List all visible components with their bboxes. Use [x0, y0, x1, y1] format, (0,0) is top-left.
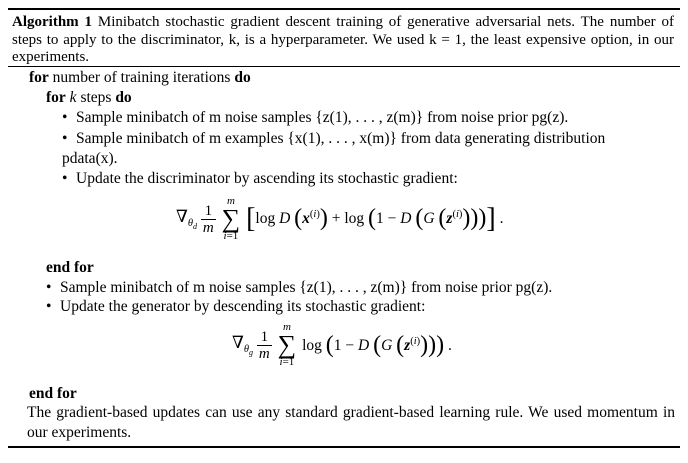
bottom-rule: [8, 446, 680, 448]
top-rule: [8, 8, 680, 10]
end-for-outer: end for: [29, 385, 77, 402]
d-bullet-1: • Sample minibatch of m noise samples {z(1), . . . , z(m)} from noise prior pg(z).: [62, 109, 569, 126]
generator-gradient-formula: $\nabla_{\theta_g}$ $\frac{1}{m}$ m ∑ i=1 log (1 − D (G $(z^{(i)})$)) .: [232, 321, 452, 368]
outer-for-line: [29, 68, 251, 88]
discriminator-gradient-formula: $\nabla_{\theta_d}$ $\frac{1}{m}$ m ∑ i=1 [log D $(x^{(i)}) + \log (1 - D$ (G $(z^{(i)})$))] .: [176, 195, 504, 242]
algorithm-caption: [12, 14, 674, 67]
g-bullet-1: • Sample minibatch of m noise samples {z(1), . . . , z(m)} from noise prior pg(z).: [46, 279, 553, 296]
d-bullet-3: • Update the discriminator by ascending its stochastic gradient:: [62, 170, 458, 187]
inner-for-text: steps: [80, 89, 112, 106]
do-keyword: do: [115, 89, 132, 106]
do-keyword: do: [234, 69, 251, 86]
d-bullet-2-continuation: pdata(x).: [62, 150, 118, 167]
d-bullet-3-text: Update the discriminator by ascending its stochastic gradient:: [76, 170, 458, 187]
outer-for-text: number of training iterations: [52, 69, 231, 86]
caption-rule: [8, 66, 680, 67]
caption-text: Minibatch stochastic gradient descent training of generative adversarial nets. The number of steps to apply to the discriminator, k, is a hyperparameter. We used k = 1, the least expensive option, in our experiments.: [12, 14, 674, 65]
d-bullet-1-text: Sample minibatch of m noise samples {z(1), . . . , z(m)} from noise prior pg(z).: [76, 109, 569, 126]
inner-for-line: [46, 88, 132, 108]
algorithm-label: Algorithm 1: [12, 14, 93, 30]
for-keyword: for: [46, 89, 66, 106]
d-bullet-2-text: Sample minibatch of m examples {x(1), . . . , x(m)} from data generating distribution: [76, 130, 606, 147]
d-bullet-2-cont: [62, 149, 118, 169]
end-for-inner: end for: [46, 259, 94, 276]
g-bullet-2: • Update the generator by descending its stochastic gradient:: [46, 298, 426, 315]
for-keyword: for: [29, 69, 49, 86]
g-bullet-1-text: Sample minibatch of m noise samples {z(1), . . . , z(m)} from noise prior pg(z).: [60, 279, 553, 296]
g-bullet-2-text: Update the generator by descending its stochastic gradient:: [60, 298, 426, 315]
d-bullet-2: • Sample minibatch of m examples {x(1), . . . , x(m)} from data generating distribution: [62, 130, 606, 147]
closing-paragraph: The gradient-based updates can use any standard gradient-based learning rule. We used momentum in our experiments.: [27, 404, 675, 441]
k-variable: k: [69, 89, 77, 106]
